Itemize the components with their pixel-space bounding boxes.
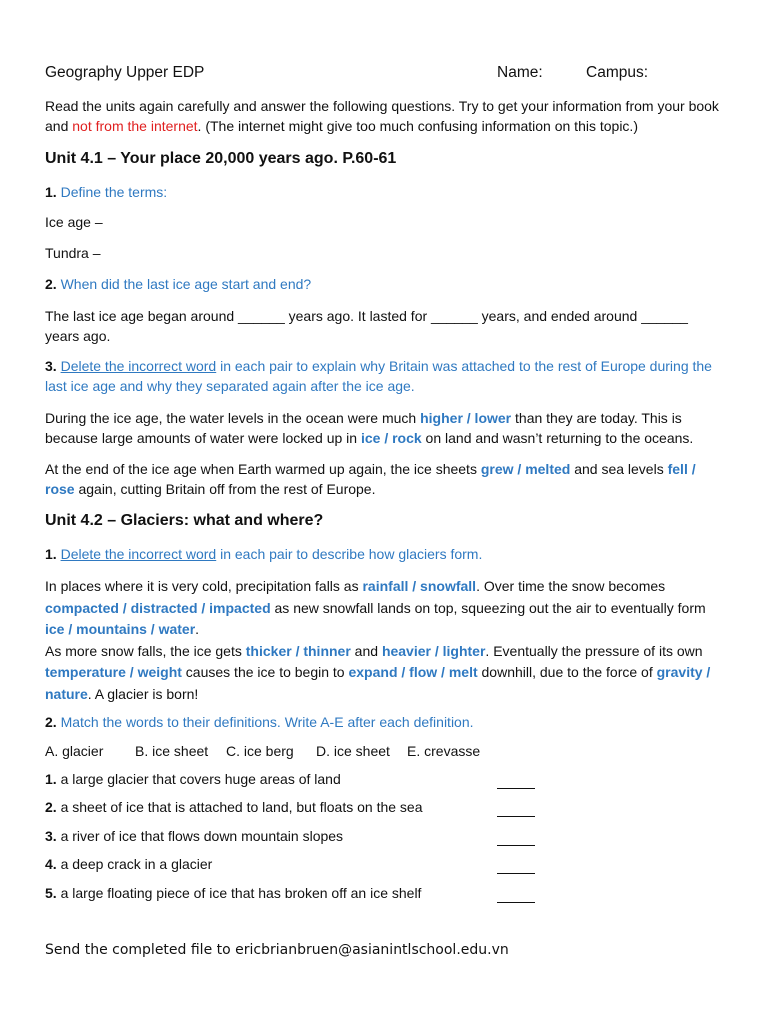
- submission-instructions: Send the completed file to ericbrianbruen@asianintlschool.edu.vn: [45, 942, 509, 958]
- answer-blank[interactable]: [497, 802, 535, 817]
- unit41-paragraph-1: During the ice age, the water levels in the ocean were much higher / lower than they are today. This is because large amounts of water were locked up in ice / rock on land and wasn’t returning to the oceans.: [45, 410, 694, 446]
- worksheet-title: Geography Upper EDP: [45, 64, 205, 81]
- unit41-q1: 1. Define the terms:: [45, 184, 168, 200]
- definition-row: 3. a river of ice that flows down mountain slopes: [45, 828, 344, 844]
- option-e: E. crevasse: [407, 743, 481, 759]
- unit-42-heading: Unit 4.2 – Glaciers: what and where?: [45, 512, 324, 529]
- unit42-q2: 2. Match the words to their definitions. Write A-E after each definition.: [45, 714, 474, 730]
- match-options: [45, 743, 480, 759]
- intro-paragraph: Read the units again carefully and answer the following questions. Try to get your information from your book and not from the internet. (The internet might give too much confusing information on this topic.): [45, 98, 719, 134]
- answer-blank[interactable]: [497, 774, 535, 789]
- unit41-paragraph-2: At the end of the ice age when Earth warmed up again, the ice sheets grew / melted and sea levels fell / rose again, cutting Britain off from the rest of Europe.: [45, 461, 696, 497]
- unit42-paragraph-1: In places where it is very cold, precipitation falls as rainfall / snowfall. Over time the snow becomes compacted / distracted / impacted as new snowfall lands on top, squeezing out the air to eventually form ice / mountains / water. As more snow falls, the ice gets thicker / thinner and heavier / lighter. Eventually the pressure of its own temperature / weight causes the ice to begin to expand / flow / melt downhill, due to the force of gravity / nature. A glacier is born!: [45, 578, 711, 702]
- option-d: D. ice sheet: [316, 743, 390, 759]
- unit41-q3: 3. Delete the incorrect word in each pair to explain why Britain was attached to the rest of Europe during the last ice age and why they separated again after the ice age.: [45, 358, 712, 394]
- definition-row: 5. a large floating piece of ice that has broken off an ice shelf: [45, 885, 422, 901]
- option-a: A. glacier: [45, 743, 104, 759]
- answer-blank[interactable]: [497, 888, 535, 903]
- answer-blank[interactable]: [497, 859, 535, 874]
- definition-row: 1. a large glacier that covers huge areas of land: [45, 771, 341, 787]
- definition-row: 2. a sheet of ice that is attached to land, but floats on the sea: [45, 799, 423, 815]
- unit41-q2-answer: The last ice age began around ______ years ago. It lasted for ______ years, and ended around ______ years ago.: [45, 308, 688, 344]
- term-tundra: Tundra –: [45, 245, 101, 261]
- unit-41-heading: Unit 4.1 – Your place 20,000 years ago. P.60-61: [45, 150, 397, 167]
- option-c: C. ice berg: [226, 743, 294, 759]
- option-b: B. ice sheet: [135, 743, 209, 759]
- unit41-q2: 2. When did the last ice age start and end?: [45, 276, 312, 292]
- definition-row: 4. a deep crack in a glacier: [45, 856, 213, 872]
- intro-warning: not from the internet: [72, 118, 198, 134]
- answer-blank[interactable]: [497, 831, 535, 846]
- campus-label: Campus:: [586, 64, 649, 81]
- name-label: Name:: [497, 64, 543, 81]
- term-ice-age: Ice age –: [45, 214, 103, 230]
- unit42-q1: 1. Delete the incorrect word in each pair to describe how glaciers form.: [45, 546, 483, 562]
